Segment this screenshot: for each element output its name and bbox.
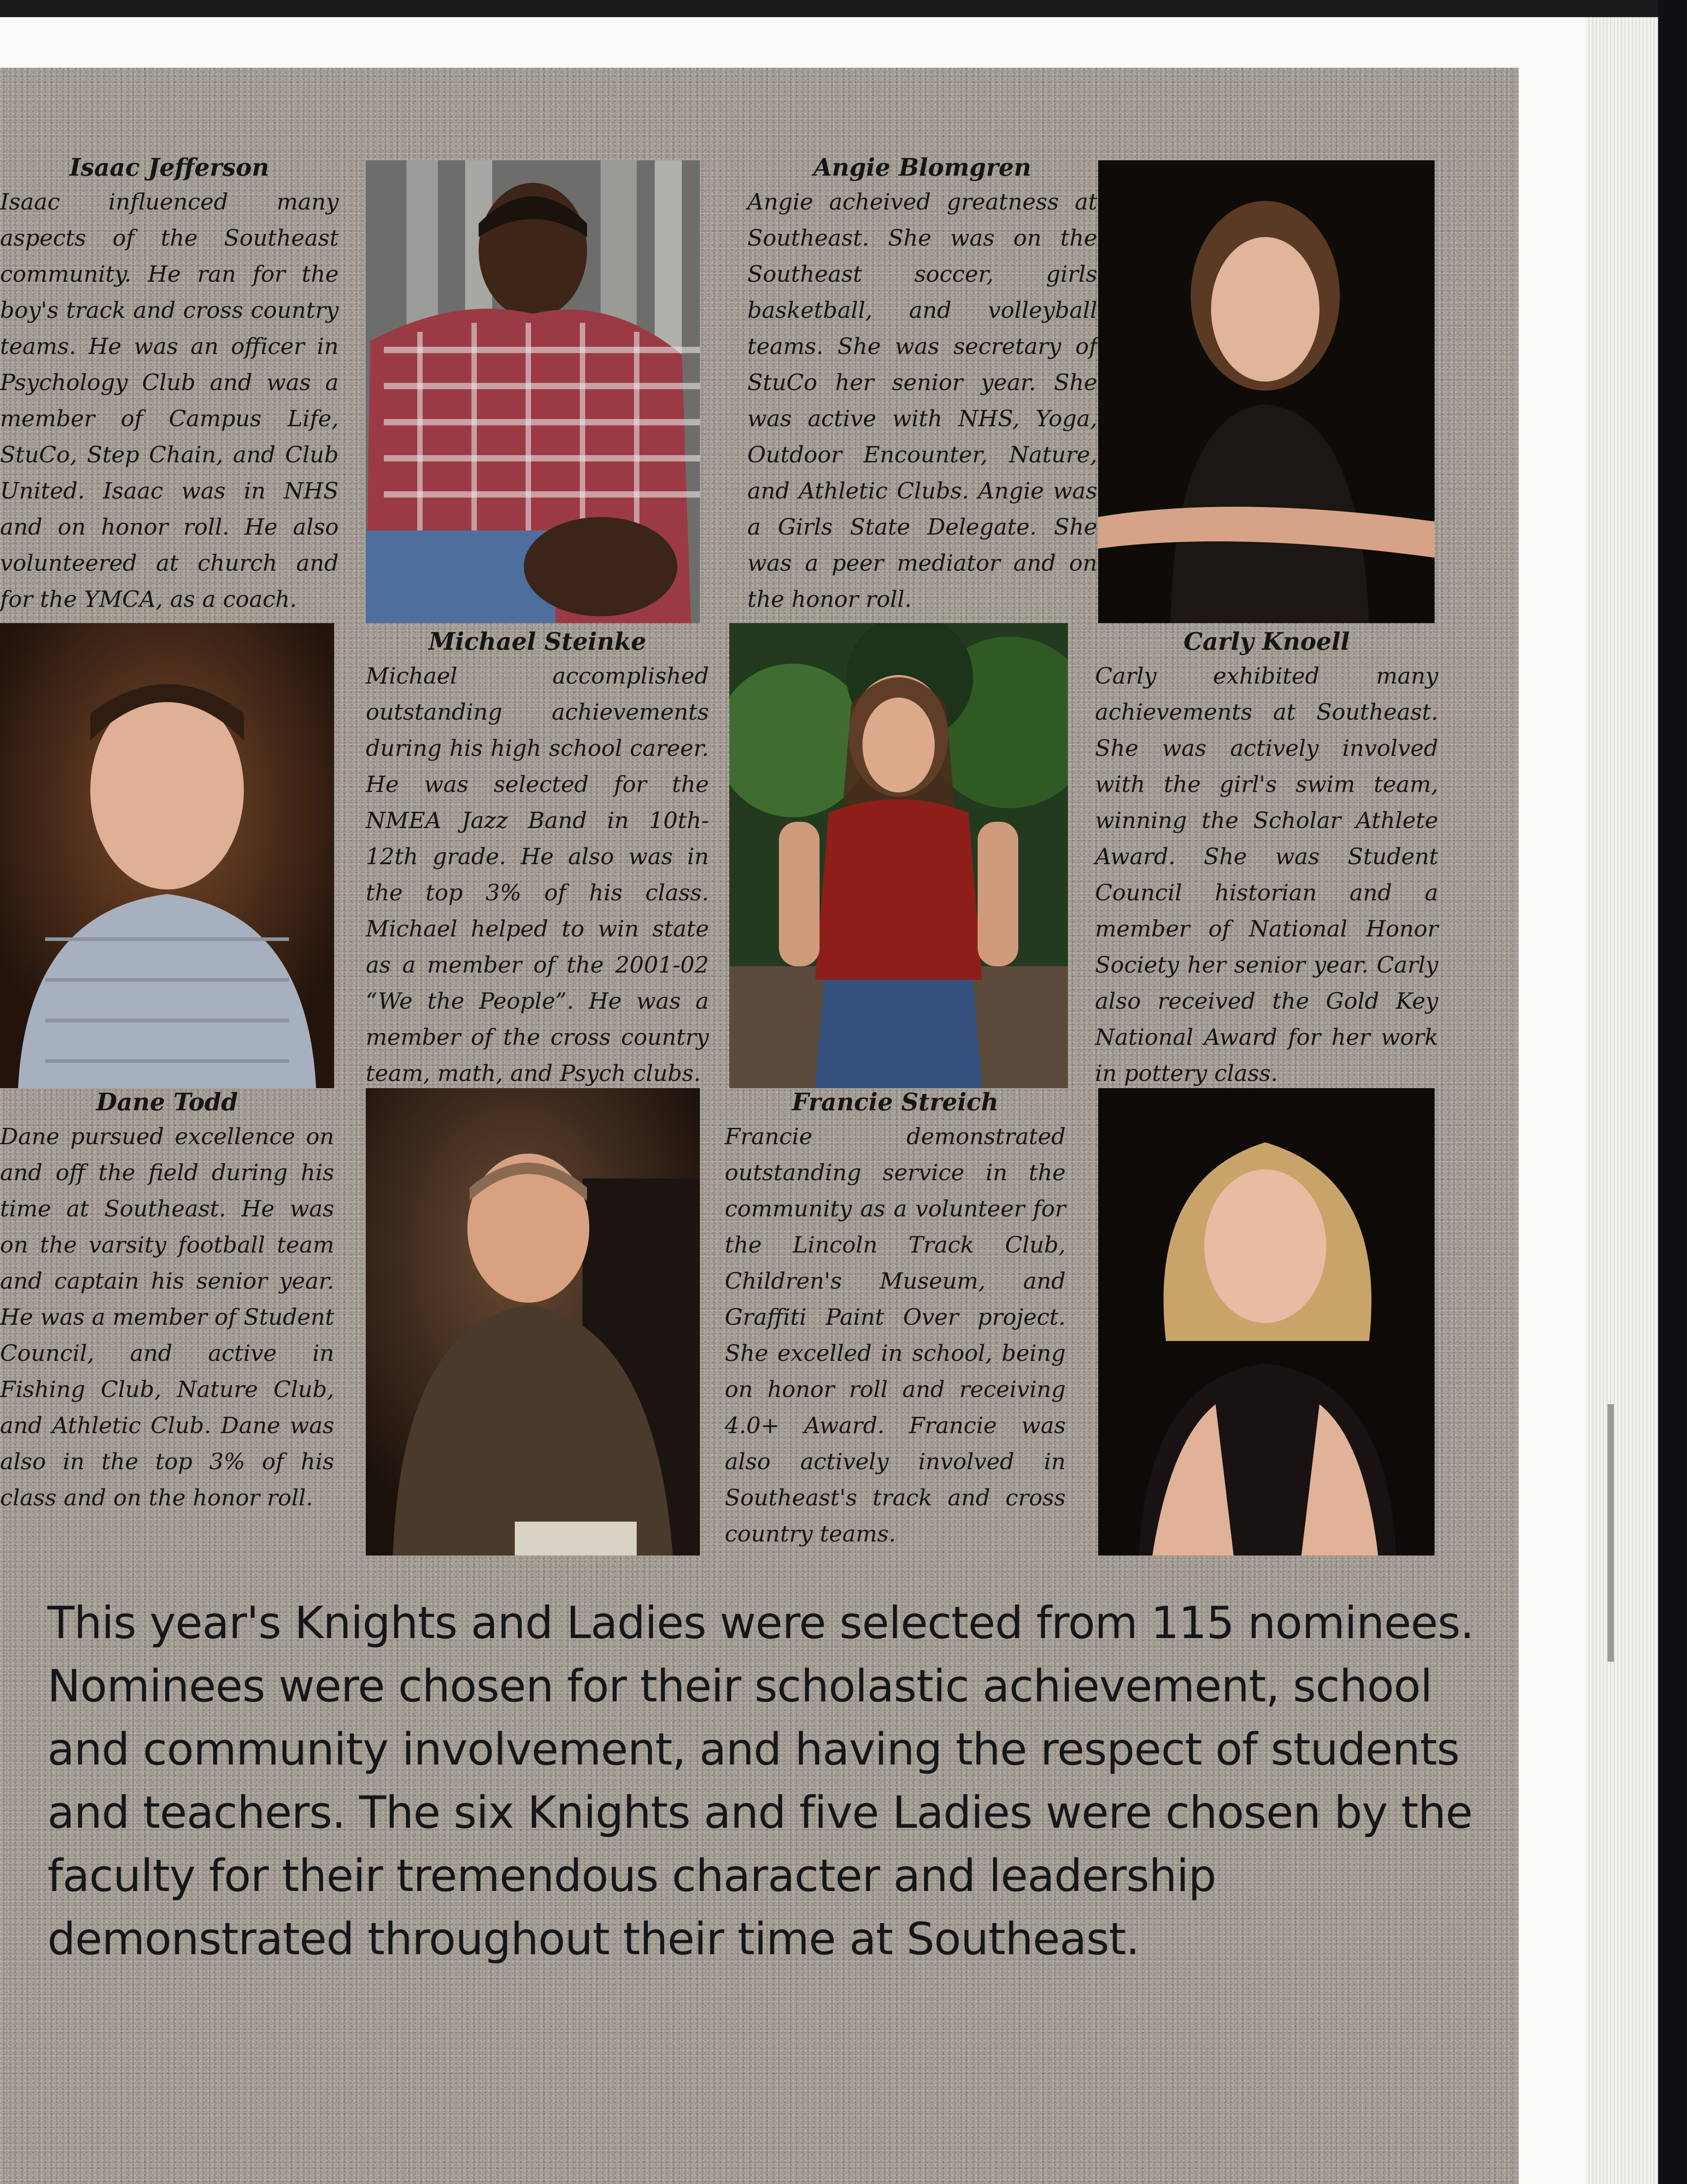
profile-angie-blomgren — [747, 151, 1097, 617]
page-edge-stack — [1586, 17, 1658, 2184]
profile-bio: Carly exhibited many achievements at Southeast. She was actively involved with the girl's swim team, winning the Scholar Athlete Award. She was Student Council historian and a member of National Honor Society her senior year. Carly also received the Gold Key National Award for her work in pottery class. — [1095, 663, 1438, 1086]
page-edge-mark — [1608, 1404, 1614, 1662]
photo-francie-streich — [729, 623, 1068, 1088]
profile-bio: Michael accomplished outstanding achievements during his high school career. He was selected for the NMEA Jazz Band in 10th-12th grade. He also was in the top 3% of his class. Michael helped to win state as a member of the 2001-02 “We the People”. He was a member of the cross country team, math, and Psych clubs. — [366, 663, 709, 1086]
profile-name: Isaac Jefferson — [69, 154, 270, 182]
photo-michael-steinke — [366, 1088, 700, 1555]
profile-name: Dane Todd — [96, 1088, 238, 1116]
profile-bio: Francie demonstrated outstanding service in the community as a volunteer for the Lincoln Track Club, Children's Museum, and Graffiti Paint Over project. She excelled in school, being on honor roll and receiving 4.0+ Award. Francie was also actively involved in Southeast's track and cross country teams. — [725, 1123, 1066, 1547]
profile-francie-streich — [725, 1086, 1066, 1552]
profile-michael-steinke — [366, 625, 709, 1091]
profile-bio: Dane pursued excellence on and off the field during his time at Southeast. He was on the varsity football team and captain his senior year. He was a member of Student Council, and active in Fishing Club, Nature Club, and Athletic Club. Dane was also in the top 3% of his class and on the honor roll. — [0, 1123, 334, 1511]
profile-isaac-jefferson — [0, 151, 339, 617]
profile-name: Michael Steinke — [429, 628, 646, 656]
profile-carly-knoell — [1095, 625, 1438, 1091]
profile-bio: Isaac influenced many aspects of the Southeast community. He ran for the boy's track and cross country teams. He was an officer in Psychology Club and was a member of Campus Life, StuCo, Step Chain, and Club United. Isaac was in NHS and on honor roll. He also volunteered at church and for the YMCA, as a coach. — [0, 189, 339, 612]
profile-dane-todd — [0, 1086, 334, 1516]
profile-bio: Angie acheived greatness at Southeast. She was on the Southeast soccer, girls basketball, and volleyball teams. She was secretary of StuCo her senior year. She was active with NHS, Yoga, Outdoor Encounter, Nature, and Athletic Clubs. Angie was a Girls State Delegate. She was a peer mediator and on the honor roll. — [747, 189, 1097, 612]
photo-angie-blomgren — [1098, 160, 1435, 623]
photo-isaac-jefferson — [366, 160, 700, 623]
profile-name: Angie Blomgren — [813, 154, 1031, 182]
selection-caption: This year's Knights and Ladies were selected from 115 nominees. Nominees were chosen for their scholastic achievement, school and community involvement, and having the respect of students and teachers. The six Knights and five Ladies were chosen by the faculty for their tremendous character and leadership demonstrated throughout their time at Southeast. — [47, 1597, 1474, 1965]
book-cover-edge — [1658, 0, 1687, 2184]
photo-carly-knoell — [1098, 1088, 1435, 1555]
profile-name: Francie Streich — [792, 1088, 999, 1116]
profile-name: Carly Knoell — [1184, 628, 1350, 656]
photo-dane-todd — [0, 623, 334, 1088]
